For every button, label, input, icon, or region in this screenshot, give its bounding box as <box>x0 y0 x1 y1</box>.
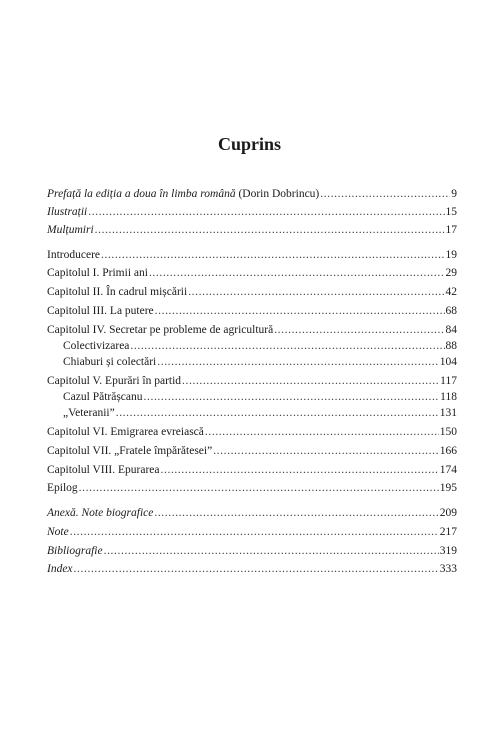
toc-page-number: 166 <box>439 445 457 457</box>
page-title: Cuprins <box>217 134 282 154</box>
toc-entry-capitolul-5[interactable] <box>47 373 457 389</box>
toc-page-number: 15 <box>445 206 457 218</box>
toc-label: Introducere <box>47 249 100 261</box>
toc-label: Capitolul VI. Emigrarea evreiască <box>47 426 204 438</box>
toc-entry-introducere[interactable] <box>47 247 457 263</box>
toc-entry-capitolul-3[interactable] <box>47 303 457 319</box>
toc-entry-capitolul-6[interactable] <box>47 424 457 440</box>
toc-label: Capitolul VII. „Fratele împărătesei” <box>47 445 213 457</box>
dot-leader <box>188 284 444 300</box>
dot-leader <box>144 389 440 405</box>
toc-entry-index[interactable] <box>47 561 457 577</box>
toc-label: Anexă. Note biografice <box>47 507 154 519</box>
toc-label: Cazul Pătrășcanu <box>63 391 143 403</box>
toc-label: Mulțumiri <box>47 224 94 236</box>
toc-page-number: 150 <box>439 426 457 438</box>
toc-label: Capitolul V. Epurări în partid <box>47 375 182 387</box>
toc-label: Epilog <box>47 482 78 494</box>
toc-page-number: 88 <box>445 340 457 352</box>
toc-page-number: 319 <box>439 545 457 557</box>
toc-page-number: 104 <box>439 356 457 368</box>
toc-label: Chiaburi și colectări <box>63 356 157 368</box>
toc-page-number: 131 <box>439 407 457 419</box>
toc-page-number: 195 <box>439 482 457 494</box>
toc-subentry-cazul-patrascanu[interactable] <box>63 389 457 405</box>
toc-entry-anexa[interactable] <box>47 505 457 521</box>
toc-entry-capitolul-7[interactable] <box>47 443 457 459</box>
toc-page-number: 174 <box>439 464 457 476</box>
dot-leader <box>130 338 444 354</box>
toc-page-number: 333 <box>439 563 457 575</box>
toc-page-number: 217 <box>439 526 457 538</box>
toc-page-number: 42 <box>445 286 457 298</box>
toc-entry-bibliografie[interactable] <box>47 543 457 559</box>
dot-leader <box>205 424 439 440</box>
dot-leader <box>213 443 439 459</box>
toc-label: Capitolul III. La putere <box>47 305 154 317</box>
toc-label: Capitolul II. În cadrul mișcării <box>47 286 188 298</box>
toc-entry-capitolul-1[interactable] <box>47 265 457 281</box>
toc-label-italic: Prefață la ediția a doua în limba română <box>47 188 236 200</box>
dot-leader <box>116 405 439 421</box>
toc-subentry-chiaburi[interactable] <box>63 354 457 370</box>
toc-entry-capitolul-4[interactable] <box>47 322 457 338</box>
toc-label: Capitolul IV. Secretar pe probleme de agricultură <box>47 324 274 336</box>
toc-page-number: 19 <box>445 249 457 261</box>
toc-label-rest: (Dorin Dobrincu) <box>235 188 320 200</box>
dot-leader <box>101 247 445 263</box>
toc-label: „Veteranii” <box>63 407 115 419</box>
toc-label: Capitolul VIII. Epurarea <box>47 464 160 476</box>
toc-page-number: 117 <box>440 375 457 387</box>
toc-entry-prefata[interactable] <box>47 186 457 202</box>
toc-page-number: 209 <box>439 507 457 519</box>
dot-leader <box>274 322 444 338</box>
dot-leader <box>154 505 438 521</box>
dot-leader <box>74 561 439 577</box>
dot-leader <box>161 462 439 478</box>
dot-leader <box>79 480 439 496</box>
toc-label: Capitolul I. Primii ani <box>47 267 148 279</box>
dot-leader <box>95 222 445 238</box>
toc-subentry-colectivizarea[interactable] <box>63 338 457 354</box>
dot-leader <box>70 524 439 540</box>
toc-page-number: 9 <box>451 188 457 200</box>
toc-entry-multumiri[interactable] <box>47 222 457 238</box>
dot-leader <box>320 186 450 202</box>
toc-entry-ilustratii[interactable] <box>47 204 457 220</box>
toc-label: Ilustrații <box>47 206 88 218</box>
dot-leader <box>149 265 445 281</box>
dot-leader <box>155 303 445 319</box>
toc-entry-note[interactable] <box>47 524 457 540</box>
dot-leader <box>88 204 444 220</box>
dot-leader <box>182 373 439 389</box>
toc-entry-capitolul-2[interactable] <box>47 284 457 300</box>
toc-page-number: 17 <box>445 224 457 236</box>
toc-page-number: 29 <box>445 267 457 279</box>
toc-label: Index <box>47 563 73 575</box>
toc-page-number: 84 <box>445 324 457 336</box>
toc-label: Bibliografie <box>47 545 103 557</box>
toc-entry-epilog[interactable] <box>47 480 457 496</box>
toc-page-number: 68 <box>445 305 457 317</box>
toc-label: Note <box>47 526 69 538</box>
dot-leader <box>104 543 439 559</box>
dot-leader <box>157 354 439 370</box>
toc-label: Colectivizarea <box>63 340 130 352</box>
toc-subentry-veteranii[interactable] <box>63 405 457 421</box>
toc-page-number: 118 <box>440 391 457 403</box>
toc-entry-capitolul-8[interactable] <box>47 462 457 478</box>
